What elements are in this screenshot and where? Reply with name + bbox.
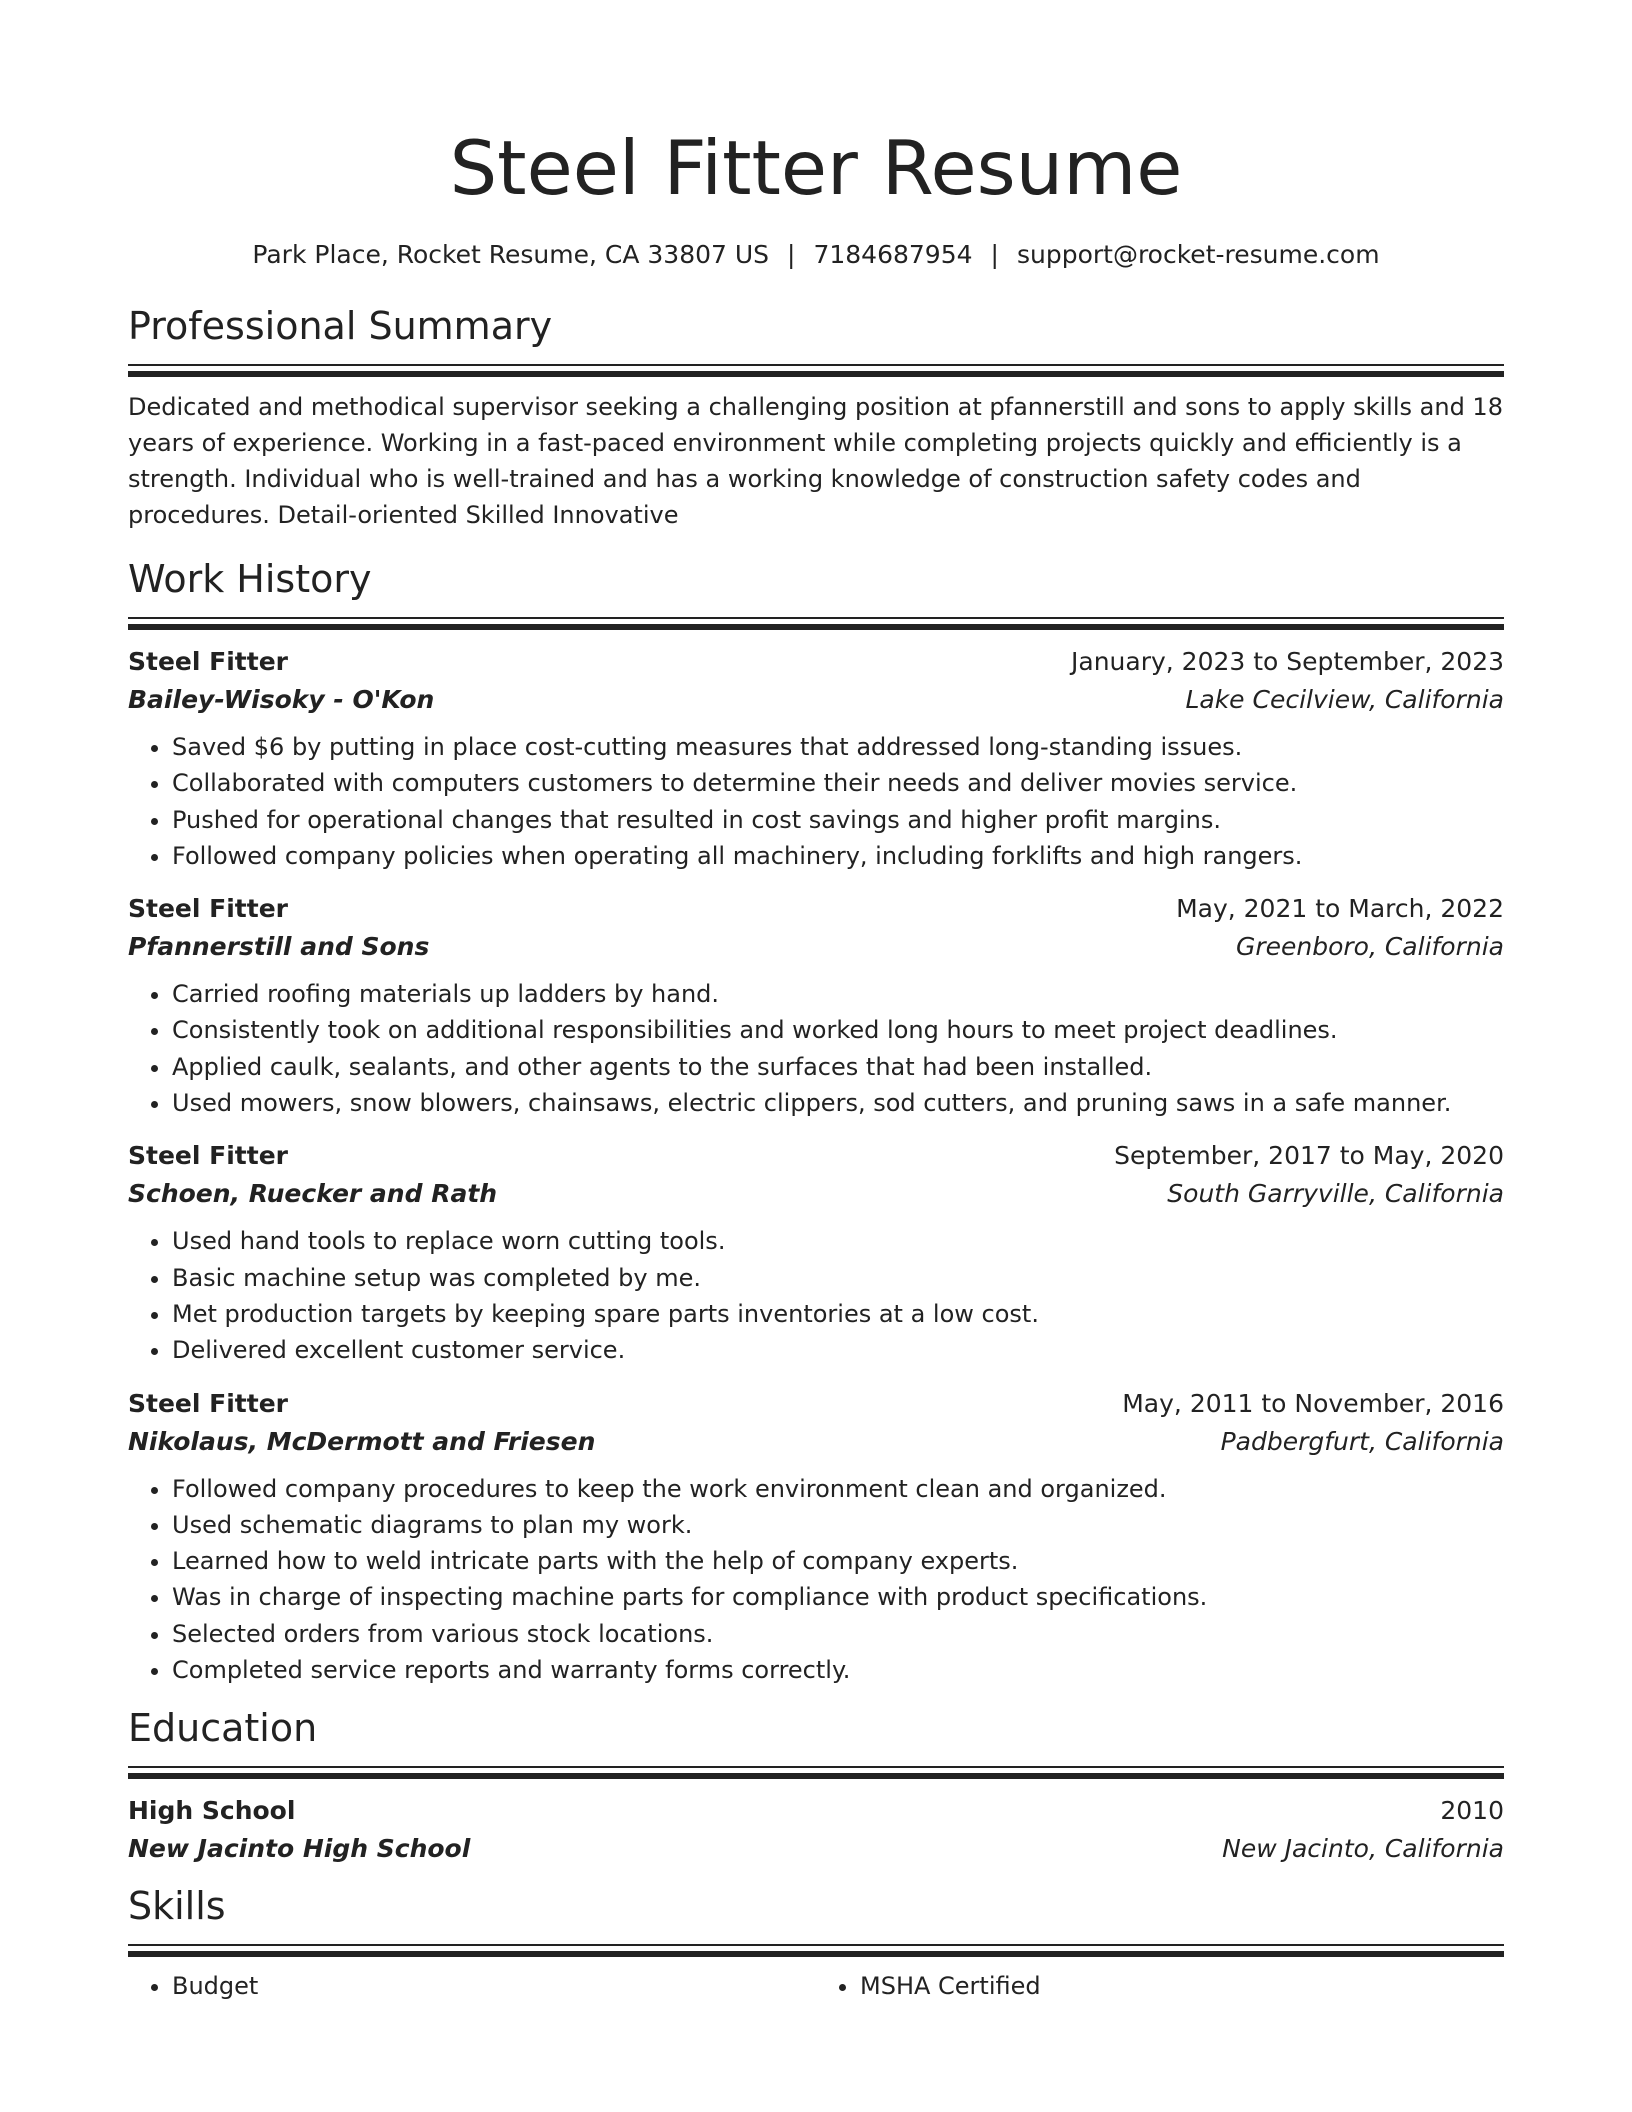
job-bullets — [128, 976, 1504, 1121]
list-item: • Delivered excellent customer service. — [172, 1332, 1504, 1368]
job-title: Steel Fitter — [128, 1388, 288, 1418]
education-section — [128, 1702, 1504, 1868]
job-entry — [128, 1385, 1504, 1689]
resume-title: Steel Fitter Resume — [449, 124, 1183, 212]
skills-column-right — [816, 1968, 1504, 2004]
contact-separator: | — [990, 240, 999, 269]
job-entry — [128, 643, 1504, 874]
list-item: • Pushed for operational changes that resulted in cost savings and higher profit margins. — [172, 802, 1504, 838]
contact-email[interactable]: support@rocket-resume.com — [1016, 240, 1380, 269]
section-heading-skills: Skills — [128, 1884, 226, 1929]
education-degree: High School — [128, 1796, 296, 1826]
section-heading-summary: Professional Summary — [128, 304, 553, 348]
section-divider — [128, 1766, 1504, 1778]
contact-separator: | — [787, 240, 796, 269]
section-heading-education: Education — [128, 1706, 318, 1751]
summary-section — [128, 300, 1504, 533]
section-divider — [128, 1944, 1504, 1956]
list-item: • Followed company procedures to keep the work environment clean and organized. — [172, 1471, 1504, 1507]
skill-item: • MSHA Certified — [860, 1968, 1504, 2004]
job-dates: January, 2023 to September, 2023 — [1071, 647, 1504, 676]
education-school: New Jacinto High School — [128, 1834, 471, 1864]
list-item: • Used hand tools to replace worn cutting tools. — [172, 1223, 1504, 1259]
job-company: Bailey-Wisoky - O'Kon — [128, 685, 435, 714]
list-item: • Used mowers, snow blowers, chainsaws, electric clippers, sod cutters, and pruning saws in a safe manner. — [172, 1085, 1504, 1121]
job-title: Steel Fitter — [128, 894, 288, 924]
job-bullets — [128, 1471, 1504, 1689]
job-company: Pfannerstill and Sons — [128, 932, 430, 962]
list-item: • Saved $6 by putting in place cost-cutting measures that addressed long-standing issues. — [172, 729, 1504, 765]
skill-item: • Budget — [172, 1968, 816, 2004]
work-history-section — [128, 553, 1504, 1688]
job-location: Padbergfurt, California — [1220, 1426, 1504, 1456]
job-title: Steel Fitter — [128, 1141, 288, 1171]
list-item: • Carried roofing materials up ladders by hand. — [172, 976, 1504, 1012]
job-bullets — [128, 729, 1504, 874]
skills-column-left — [128, 1968, 816, 2004]
summary-text: Dedicated and methodical supervisor seeking a challenging position at pfannerstill and sons to apply skills and 18 years of experience. Working in a fast-paced environment while completing projects quickly and efficiently is a strength. Individual who is well-trained and has a working knowledge of construction safety codes and procedures. Detail-oriented Skilled Innovative — [128, 393, 1503, 529]
list-item: • Met production targets by keeping spare parts inventories at a low cost. — [172, 1296, 1504, 1332]
job-company: Nikolaus, McDermott and Friesen — [128, 1426, 596, 1456]
job-entry — [128, 890, 1504, 1121]
education-location: New Jacinto, California — [1222, 1834, 1504, 1864]
job-company: Schoen, Ruecker and Rath — [128, 1179, 498, 1209]
section-divider — [128, 617, 1504, 629]
contact-phone[interactable]: 7184687954 — [813, 240, 973, 269]
job-dates: May, 2011 to November, 2016 — [1122, 1388, 1504, 1418]
education-year: 2010 — [1440, 1796, 1504, 1826]
list-item: • Applied caulk, sealants, and other agents to the surfaces that had been installed. — [172, 1049, 1504, 1085]
skills-list — [128, 1968, 1504, 2004]
job-location: South Garryville, California — [1167, 1179, 1504, 1209]
list-item: • Consistently took on additional responsibilities and worked long hours to meet project deadlines. — [172, 1012, 1504, 1048]
contact-line — [128, 238, 1504, 272]
job-location: Lake Cecilview, California — [1185, 685, 1504, 714]
job-bullets — [128, 1223, 1504, 1368]
education-entry — [128, 1792, 1504, 1868]
skills-section — [128, 1880, 1504, 2004]
list-item: • Collaborated with computers customers to determine their needs and deliver movies service. — [172, 765, 1504, 801]
list-item: • Used schematic diagrams to plan my work. — [172, 1507, 1504, 1543]
list-item: • Was in charge of inspecting machine parts for compliance with product specifications. — [172, 1579, 1504, 1615]
job-location: Greenboro, California — [1235, 932, 1504, 962]
list-item: • Completed service reports and warranty forms correctly. — [172, 1652, 1504, 1688]
resume-page — [128, 0, 1504, 2004]
job-dates: May, 2021 to March, 2022 — [1176, 894, 1504, 924]
job-dates: September, 2017 to May, 2020 — [1114, 1141, 1504, 1171]
job-title: Steel Fitter — [128, 647, 288, 676]
job-entry — [128, 1137, 1504, 1368]
list-item: • Selected orders from various stock locations. — [172, 1616, 1504, 1652]
section-divider — [128, 364, 1504, 376]
contact-address: Park Place, Rocket Resume, CA 33807 US — [252, 240, 770, 269]
list-item: • Followed company policies when operating all machinery, including forklifts and high rangers. — [172, 838, 1504, 874]
list-item: • Learned how to weld intricate parts with the help of company experts. — [172, 1543, 1504, 1579]
list-item: • Basic machine setup was completed by me. — [172, 1260, 1504, 1296]
section-heading-work: Work History — [128, 557, 372, 601]
